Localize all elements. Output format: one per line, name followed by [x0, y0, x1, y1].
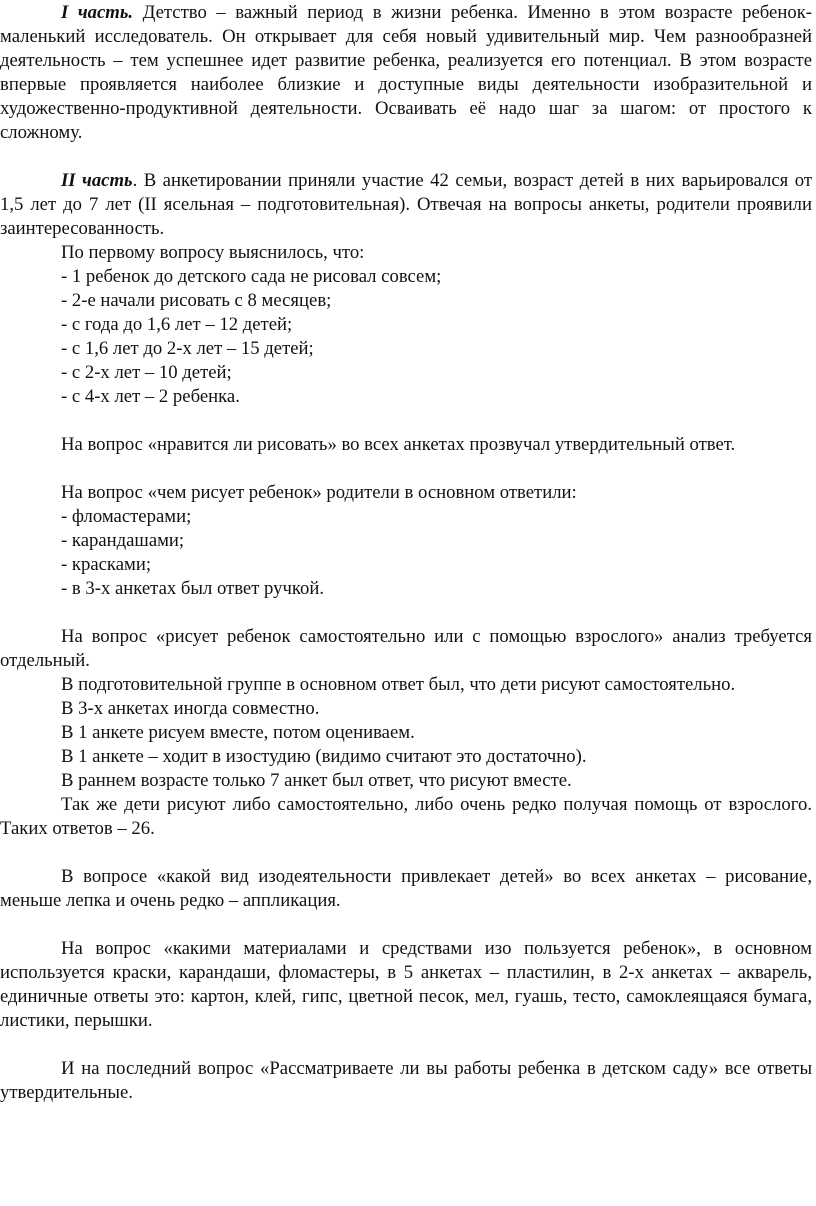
q6-paragraph: На вопрос «какими материалами и средствами изо пользуется ребенок», в основном используется краски, карандаши, фломастеры, в 5 анкетах – пластилин, в 2-х анкетах – акварель, единичные ответы это: картон, клей, гипс, цветной песок, мел, гуашь, тесто, самоклеящаяся бумага, листики, перышки. [0, 938, 812, 1031]
part2-text: . В анкетировании приняли участие 42 семьи, возраст детей в них варьировался от 1,5 лет до 7 лет (II ясельная – подготовительная). Отвечая на вопросы анкеты, родители проявили заинтересованность. [0, 170, 812, 239]
spacer [0, 409, 812, 433]
list-item: - 1 ребенок до детского сада не рисовал совсем; [61, 266, 442, 287]
spacer [0, 457, 812, 481]
part1-heading: I часть. [61, 2, 134, 23]
list-item: - 2-е начали рисовать с 8 месяцев; [61, 290, 332, 311]
list-item: - карандашами; [61, 530, 185, 551]
list-item: - с года до 1,6 лет – 12 детей; [61, 314, 293, 335]
q4-line: В 3-х анкетах иногда совместно. [61, 698, 320, 719]
q4-line: В 1 анкете – ходит в изостудию (видимо считают это достаточно). [61, 746, 587, 767]
part1-text: Детство – важный период в жизни ребенка. Именно в этом возрасте ребенок-маленький исследователь. Он открывает для себя новый удивительный мир. Чем разнообразней деятельность – тем успешнее идет развитие ребенка, реализуется его потенциал. В этом возрасте впервые проявляется наиболее близкие и доступные виды деятельности изобразительной и художественно-продуктивной деятельности. Осваивать её надо шаг за шагом: от простого к сложному. [0, 2, 812, 143]
document-body [0, 1, 812, 1105]
q4-line: В подготовительной группе в основном ответ был, что дети рисуют самостоятельно. [61, 674, 736, 695]
q1-intro: По первому вопросу выяснилось, что: [61, 242, 365, 263]
spacer [0, 145, 812, 169]
q7-paragraph: И на последний вопрос «Рассматриваете ли вы работы ребенка в детском саду» все ответы утвердительные. [0, 1058, 812, 1103]
part2-heading: II часть [61, 170, 133, 191]
list-item: - в 3-х анкетах был ответ ручкой. [61, 578, 325, 599]
list-item: - с 4-х лет – 2 ребенка. [61, 386, 240, 407]
q4-line: В раннем возрасте только 7 анкет был ответ, что рисуют вместе. [61, 770, 572, 791]
spacer [0, 601, 812, 625]
q3-intro: На вопрос «чем рисует ребенок» родители в основном ответили: [61, 482, 577, 503]
q4-paragraph: На вопрос «рисует ребенок самостоятельно или с помощью взрослого» анализ требуется отдельный. [0, 626, 812, 671]
spacer [0, 841, 812, 865]
spacer [0, 1033, 812, 1057]
spacer [0, 913, 812, 937]
list-item: - красками; [61, 554, 152, 575]
q2-paragraph: На вопрос «нравится ли рисовать» во всех анкетах прозвучал утвердительный ответ. [61, 434, 736, 455]
q5-paragraph: В вопросе «какой вид изодеятельности привлекает детей» во всех анкетах – рисование, меньше лепка и очень редко – аппликация. [0, 866, 812, 911]
list-item: - с 2-х лет – 10 детей; [61, 362, 232, 383]
part2-paragraph [0, 169, 812, 241]
list-item: - фломастерами; [61, 506, 192, 527]
q4-line: В 1 анкете рисуем вместе, потом оцениваем. [61, 722, 415, 743]
part1-paragraph [0, 1, 812, 145]
list-item: - с 1,6 лет до 2-х лет – 15 детей; [61, 338, 314, 359]
q4-final-paragraph: Так же дети рисуют либо самостоятельно, либо очень редко получая помощь от взрослого. Таких ответов – 26. [0, 794, 812, 839]
